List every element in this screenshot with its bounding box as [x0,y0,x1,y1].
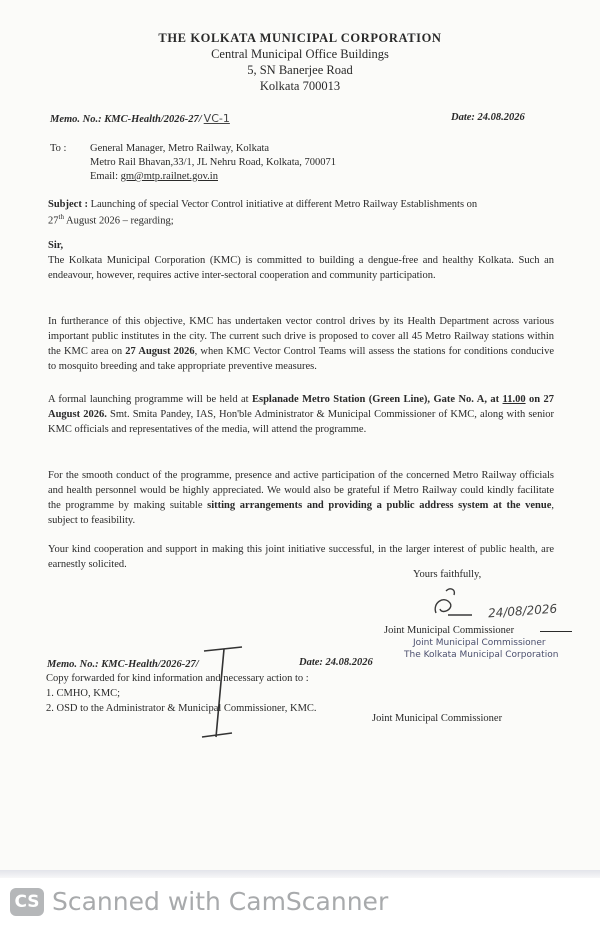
salutation: Sir, [48,240,64,251]
copy-designation: Joint Municipal Commissioner [372,713,503,724]
p3-date: on 27 August 2026. [48,394,554,420]
yours-faithfully: Yours faithfully, [413,569,482,580]
paragraph-3 [48,392,554,437]
copy-forward-intro: Copy forwarded for kind information and necessary action to : [46,673,309,684]
camscanner-logo-icon: CS [10,888,44,916]
paragraph-2 [48,314,554,374]
copy-memo-date: Date: 24.08.2026 [299,657,373,668]
p3-venue: Esplanade Metro Station (Green Line), Gate No. A, at [252,394,503,405]
signature-dash [540,631,572,632]
to-email-line [90,171,218,182]
p3-text-d: Smt. Smita Pandey, IAS, Hon'ble Administrator & Municipal Commissioner of KMC, along with senior KMC officials and representatives of the media, will attend the programme. [48,409,554,435]
subject-text: Launching of special Vector Control initiative at different Metro Railway Establishments on [90,199,478,210]
p3-time: 11.00 [502,394,526,405]
stamp-line-1: Joint Municipal Commissioner [413,638,546,648]
paragraph-5: Your kind cooperation and support in making this joint initiative successful, in the larger interest of public health, are earnestly solicited. [48,544,554,570]
to-line-1: General Manager, Metro Railway, Kolkata [90,143,270,154]
copy-memo-handwritten-mark [194,645,254,745]
signature-mark [428,585,483,625]
p4-text-c: , subject to feasibility. [48,500,554,526]
subject-line-2 [48,213,174,227]
signature-date: 24/08/2026 [487,601,558,621]
paragraph-4 [48,468,554,528]
memo-handwritten-suffix: VC-1 [203,112,230,125]
copy-item-1: 1. CMHO, KMC; [46,688,121,699]
address-line-1: 5, SN Banerjee Road [247,63,353,77]
copy-memo-number: Memo. No.: KMC-Health/2026-27/ [47,659,199,670]
office-name: Central Municipal Office Buildings [211,47,389,61]
p2-date: 27 August 2026 [125,346,195,357]
memo-number [50,112,230,125]
subject-label: Subject : [48,199,88,210]
email-label: Email: [90,171,121,182]
subject-line-1 [48,199,477,210]
subject-day: 27 [48,215,59,227]
address-line-2: Kolkata 700013 [259,79,341,93]
to-label: To : [50,143,67,154]
signatory-designation: Joint Municipal Commissioner [384,625,515,636]
subject-day-sup: th [58,213,64,221]
to-line-2: Metro Rail Bhavan,33/1, JL Nehru Road, Kolkata, 700071 [90,157,337,168]
p4-text-a: For the smooth conduct of the programme, presence and active participation of the concerned Metro Railway officials and health personnel would be highly appreciated. We would also be grateful if Metro Railway could kindly facilitate the programme by making suitable [48,470,554,511]
p4-arrangements: sitting arrangements and providing a public address system at the venue [207,500,552,511]
p2-text-c: , when KMC Vector Control Teams will assess the stations for conditions conducive to mosquito breeding and take appropriate preventive measures. [48,346,554,372]
stamp-line-2: The Kolkata Municipal Corporation [404,650,559,660]
subject-line-2-text: August 2026 – regarding; [63,215,174,227]
copy-item-2: 2. OSD to the Administrator & Municipal Commissioner, KMC. [46,703,317,714]
scan-edge-band [0,870,600,878]
memo-number-text: Memo. No.: KMC-Health/2026-27/ [50,114,202,125]
p3-text-a: A formal launching programme will be held at [48,394,252,405]
memo-date: Date: 24.08.2026 [451,112,525,123]
camscanner-watermark: Scanned with CamScanner [52,887,389,916]
p2-text-a: In furtherance of this objective, KMC has undertaken vector control drives by its Health Department across various important public institutes in the city. The current such drive is proposed to cover all 45 Metro Railway stations within the KMC area on [48,316,554,357]
email-link[interactable]: gm@mtp.railnet.gov.in [120,171,218,182]
paragraph-1: The Kolkata Municipal Corporation (KMC) is committed to building a dengue-free and healthy Kolkata. Such an endeavour, however, requires active inter-sectoral cooperation and community participation. [48,255,554,281]
org-name: THE KOLKATA MUNICIPAL CORPORATION [158,31,442,45]
